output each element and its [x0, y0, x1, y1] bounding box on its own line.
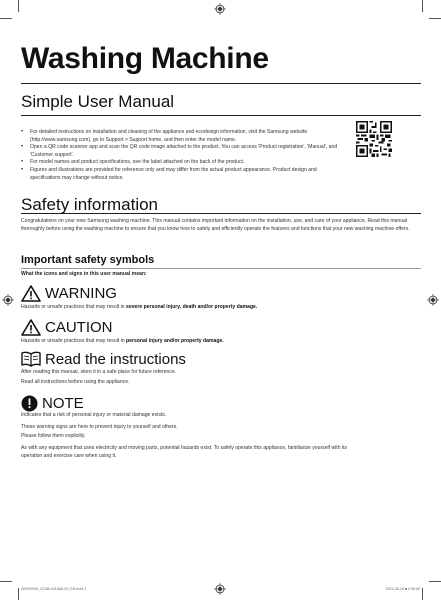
caution-heading [21, 318, 113, 336]
footer-file-info: WW5000H_DC68-04165A-00_EN.indd 1 [21, 587, 87, 591]
subtitle-rule [21, 115, 421, 116]
caution-description [21, 338, 421, 346]
read-line: After reading this manual, store it in a safe place for future reference. [21, 369, 177, 375]
list-item: • For model names and product specifications, see the label attached on the back of the product. [21, 159, 245, 166]
warning-signs-line: Please follow them explicitly. [21, 433, 86, 439]
read-instructions-heading [21, 350, 186, 368]
symbols-label: What the icons and signs in this user manual mean: [21, 271, 147, 277]
caution-desc-emphasis: personal injury and/or property damage. [126, 338, 224, 344]
registration-mark-icon [214, 3, 226, 15]
list-item: • For detailed instructions on installation and cleaning of the appliance and ecodesign information, visit the Samsung website (http://www.samsung.com), go to Support > Support home, and then enter the model name. [21, 129, 308, 143]
crop-mark [422, 588, 423, 600]
registration-mark-icon [427, 294, 439, 306]
title-rule [21, 83, 421, 84]
section-rule [21, 213, 421, 214]
crop-mark [0, 18, 12, 19]
caution-label: CAUTION [45, 318, 113, 336]
crop-mark [429, 581, 441, 582]
section-title: Safety information [21, 195, 159, 214]
subsection-title: Important safety symbols [21, 254, 155, 266]
caution-desc-text: Hazards or unsafe practices that may result in [21, 338, 127, 344]
warning-description [21, 304, 421, 312]
crop-mark [0, 581, 12, 582]
warning-label: WARNING [45, 284, 117, 302]
note-heading [21, 394, 84, 412]
warning-signs-line: These warning signs are here to prevent injury to yourself and others. [21, 424, 178, 430]
bullet-text: Open a QR code scanner app and scan the QR code image attached to the product. You can access 'Product registration', 'Manual', and 'Customer support'. [30, 144, 338, 158]
equipment-paragraph: As with any equipment that uses electricity and moving parts, potential hazards exist. To safely operate this appliance, familiarize yourself with its operation and exercise care when using it. [21, 445, 348, 459]
intro-bullet-list [21, 129, 339, 182]
note-circle-icon [21, 395, 38, 412]
note-label: NOTE [42, 394, 84, 412]
caution-triangle-icon [21, 319, 41, 336]
warning-desc-emphasis: severe personal injury, death and/or property damage. [126, 304, 258, 310]
read-line: Read all instructions before using the appliance. [21, 379, 130, 385]
warning-desc-text: Hazards or unsafe practices that may result in [21, 304, 127, 310]
warning-heading [21, 284, 117, 302]
list-item: • Figures and illustrations are provided for reference only and may differ from the actual product appearance. Product design and specifications may change without notice. [21, 166, 317, 181]
bullet-text: For model names and product specifications, see the label attached on the back of the product. [30, 159, 245, 166]
note-description: Indicates that a risk of personal injury or material damage exists. [21, 412, 167, 418]
subsection-rule [21, 268, 421, 269]
list-item: • Open a QR code scanner app and scan the QR code image attached to the product. You can access 'Product registration', 'Manual', and 'Customer support'. [21, 144, 338, 158]
warning-triangle-icon [21, 285, 41, 302]
open-book-icon [21, 351, 41, 367]
document-title: Washing Machine [21, 42, 269, 75]
bullet-text: For detailed instructions on installation and cleaning of the appliance and ecodesign information, visit the Samsung website (http://www.samsung.com), go to Support > Support home, and then enter the model name. [30, 129, 308, 143]
qr-code-icon [356, 121, 392, 157]
registration-mark-icon [2, 294, 14, 306]
crop-mark [18, 588, 19, 600]
crop-mark [18, 0, 19, 12]
crop-mark [422, 0, 423, 12]
bullet-text: Figures and illustrations are provided for reference only and may differ from the actual product appearance. Product design and specifications may change without notice. [30, 166, 317, 181]
read-instructions-label: Read the instructions [45, 350, 186, 368]
crop-mark [429, 18, 441, 19]
registration-mark-icon [214, 583, 226, 595]
manual-subtitle: Simple User Manual [21, 92, 175, 111]
footer-timestamp: 2021-05-18 ■ 2:06:50 [385, 587, 420, 591]
safety-intro: Congratulations on your new Samsung washing machine. This manual contains important information on the installation, use, and care of your appliance. Read this manual thoroughly before using the washing machine to ensure that you know how to safely and efficiently operate the features and functions that your new washing machine offers. [21, 218, 410, 232]
